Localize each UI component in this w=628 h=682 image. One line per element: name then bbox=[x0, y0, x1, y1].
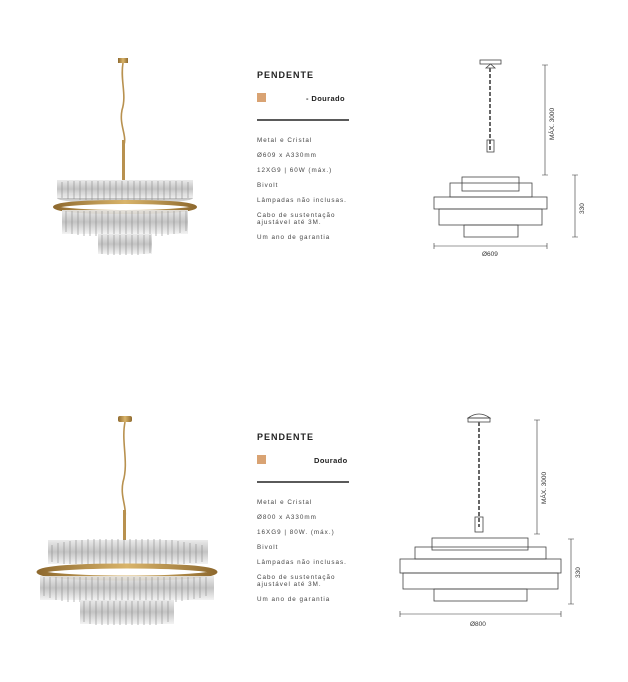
spec-list bbox=[257, 499, 407, 603]
spec-voltage: Bivolt bbox=[257, 182, 279, 189]
finish-label: Dourado bbox=[314, 456, 348, 465]
dim-diameter: Ø609 bbox=[482, 251, 498, 258]
finish-swatch bbox=[257, 455, 266, 464]
spec-dimensions: Ø800 x A330mm bbox=[257, 514, 317, 521]
product-section-2 bbox=[0, 362, 628, 682]
product-info bbox=[257, 70, 407, 249]
finish-row bbox=[257, 455, 407, 467]
spec-lamps-note: Lâmpadas não inclusas. bbox=[257, 559, 347, 566]
finish-label: - Dourado bbox=[306, 94, 346, 103]
product-section-1 bbox=[0, 0, 628, 320]
spec-warranty: Um ano de garantia bbox=[257, 596, 331, 603]
spec-lamps: 16XG9 | 80W. (máx.) bbox=[257, 529, 335, 536]
spec-warranty: Um ano de garantia bbox=[257, 234, 331, 241]
spec-lamps-note: Lâmpadas não inclusas. bbox=[257, 197, 347, 204]
spec-cable: Cabo de sustentação ajustável até 3M. bbox=[257, 574, 336, 588]
spec-dimensions: Ø609 x A330mm bbox=[257, 152, 317, 159]
spec-material: Metal e Cristal bbox=[257, 499, 313, 506]
dim-height: 330 bbox=[579, 203, 586, 214]
chandelier-photo bbox=[0, 362, 250, 662]
finish-row bbox=[257, 93, 407, 105]
dim-height: 330 bbox=[575, 567, 582, 578]
finish-swatch bbox=[257, 93, 266, 102]
product-title: PENDENTE bbox=[257, 70, 315, 80]
spec-material: Metal e Cristal bbox=[257, 137, 313, 144]
dim-max-length: MÁX. 3000 bbox=[549, 107, 556, 140]
spec-lamps: 12XG9 | 60W (máx.) bbox=[257, 167, 333, 174]
product-title: PENDENTE bbox=[257, 432, 315, 442]
spec-cable: Cabo de sustentação ajustável até 3M. bbox=[257, 212, 336, 226]
chandelier-photo bbox=[0, 0, 250, 300]
dim-max-length: MÁX. 3000 bbox=[541, 471, 548, 504]
technical-drawing bbox=[420, 0, 620, 270]
divider bbox=[257, 481, 349, 483]
spec-voltage: Bivolt bbox=[257, 544, 279, 551]
product-info bbox=[257, 432, 407, 611]
spec-list bbox=[257, 137, 407, 241]
dim-diameter: Ø800 bbox=[470, 621, 486, 628]
technical-drawing bbox=[390, 362, 620, 642]
divider bbox=[257, 119, 349, 121]
